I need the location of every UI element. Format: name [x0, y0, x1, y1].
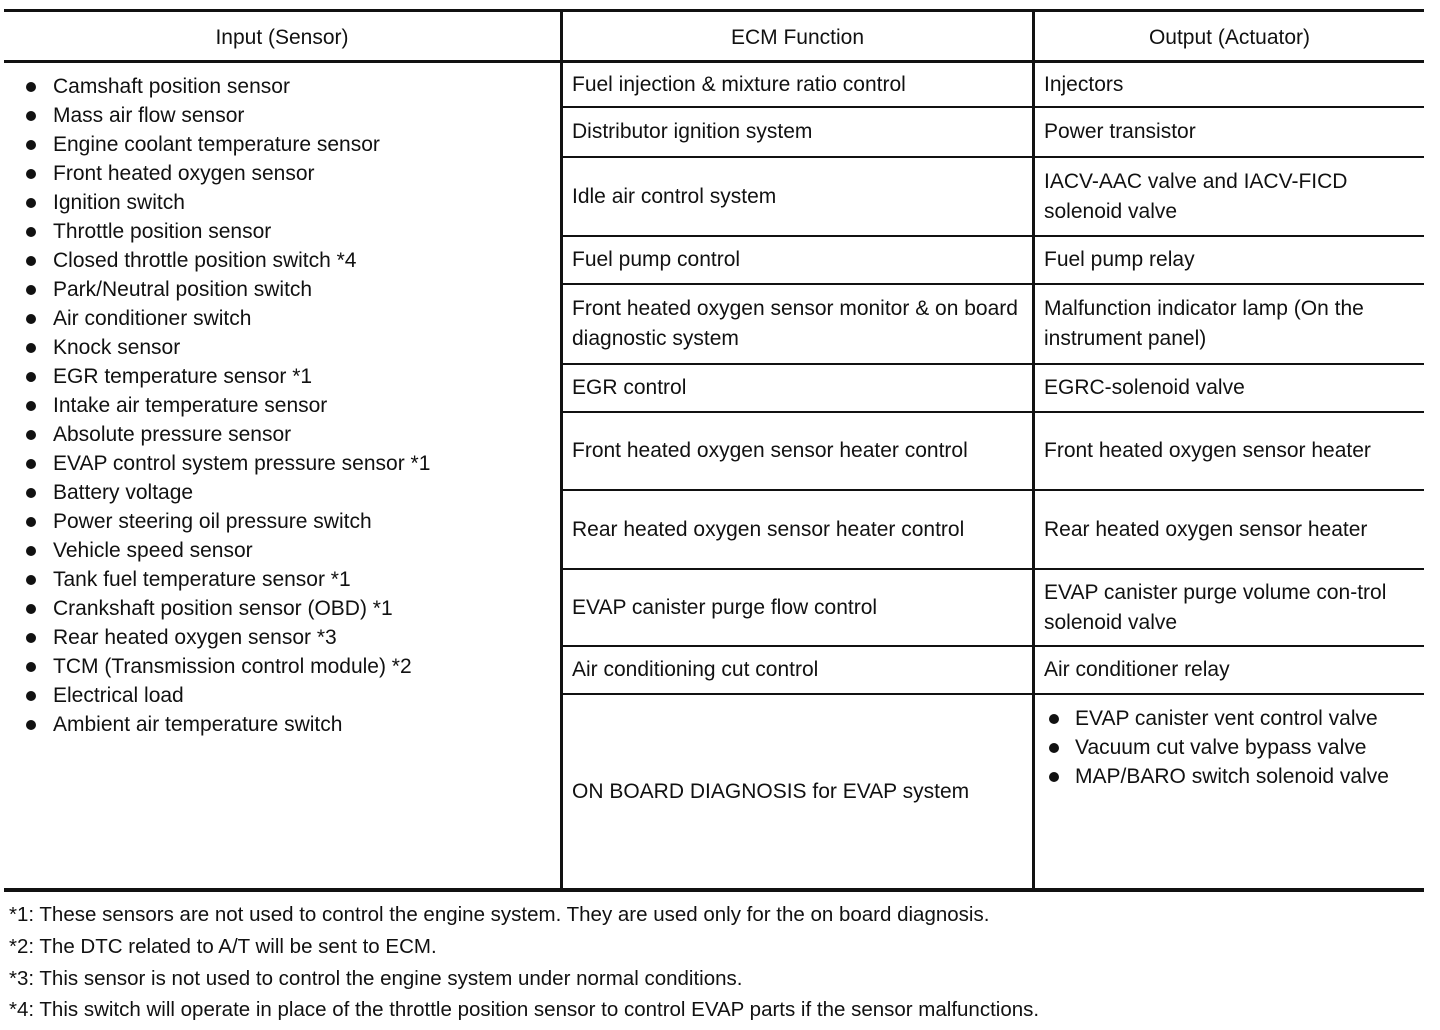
sensor-label: Vehicle speed sensor: [53, 539, 253, 562]
sensor-label: Power steering oil pressure switch: [53, 510, 372, 533]
output-cell: Malfunction indicator lamp (On the instrument panel): [1044, 297, 1364, 350]
function-cell: EVAP canister purge flow control: [572, 595, 878, 619]
list-item: [22, 217, 542, 246]
header-function: ECM Function: [730, 26, 865, 49]
function-cell: Front heated oxygen sensor heater control: [572, 439, 968, 462]
bullet-icon: [26, 198, 36, 208]
function-cell: Idle air control system: [572, 184, 777, 208]
function-cell: Fuel injection & mixture ratio control: [572, 72, 906, 96]
sensor-label: Mass air flow sensor: [53, 104, 245, 127]
function-cell: Distributor ignition system: [572, 120, 813, 143]
footnote: *2: The DTC related to A/T will be sent to ECM.: [9, 935, 437, 958]
list-item: [22, 594, 542, 623]
bullet-icon: [26, 401, 36, 411]
output-cell: Power transistor: [1044, 120, 1196, 143]
evap-output-label: MAP/BARO switch solenoid valve: [1075, 765, 1389, 788]
bullet-icon: [26, 633, 36, 643]
list-item: [1044, 762, 1424, 791]
list-item: [22, 304, 542, 333]
output-cell: EGRC-solenoid valve: [1044, 376, 1245, 399]
bullet-icon: [26, 488, 36, 498]
bullet-icon: [26, 82, 36, 92]
footnote: *3: This sensor is not used to control the engine system under normal conditions.: [9, 967, 743, 990]
sensor-label: Engine coolant temperature sensor: [53, 133, 380, 156]
table-top-border: [4, 9, 1424, 12]
sensor-label: EVAP control system pressure sensor *1: [53, 452, 431, 475]
list-item: [22, 536, 542, 565]
bullet-icon: [26, 111, 36, 121]
list-item: [22, 159, 542, 188]
evap-output-list: [1044, 704, 1424, 791]
bullet-icon: [26, 140, 36, 150]
bullet-icon: [26, 169, 36, 179]
list-item: [22, 565, 542, 594]
sensor-label: Park/Neutral position switch: [53, 278, 313, 301]
bullet-icon: [26, 343, 36, 353]
bullet-icon: [1049, 743, 1059, 753]
sensor-label: Rear heated oxygen sensor *3: [53, 626, 337, 649]
list-item: [22, 391, 542, 420]
function-cell: EGR control: [572, 376, 687, 399]
bullet-icon: [26, 720, 36, 730]
output-cell: IACV-AAC valve and IACV-FICD solenoid valve: [1044, 169, 1348, 223]
sensor-label: Tank fuel temperature sensor *1: [53, 568, 351, 591]
list-item: [22, 362, 542, 391]
sensor-label: TCM (Transmission control module) *2: [53, 655, 412, 678]
list-item: [22, 275, 542, 304]
sensor-label: Ignition switch: [53, 191, 185, 214]
sensor-label: Air conditioner switch: [53, 307, 252, 330]
sensor-label: Front heated oxygen sensor: [53, 162, 315, 185]
bullet-icon: [1049, 772, 1059, 782]
bullet-icon: [26, 546, 36, 556]
list-item: [22, 72, 542, 101]
sensor-label: Intake air temperature sensor: [53, 394, 328, 417]
list-item: [22, 681, 542, 710]
column-divider-output: [1032, 12, 1035, 888]
list-item: [22, 333, 542, 362]
list-item: [22, 710, 542, 739]
sensor-label: Electrical load: [53, 684, 184, 707]
output-cell: Injectors: [1044, 72, 1124, 96]
sensor-label: Knock sensor: [53, 336, 181, 359]
function-cell: Air conditioning cut control: [572, 658, 819, 681]
list-item: [22, 449, 542, 478]
bullet-icon: [26, 517, 36, 527]
bullet-icon: [26, 314, 36, 324]
bullet-icon: [26, 662, 36, 672]
list-item: [22, 652, 542, 681]
header-input: Input (Sensor): [215, 26, 349, 49]
table-bottom-border: [4, 888, 1424, 892]
bullet-icon: [26, 691, 36, 701]
list-item: [1044, 704, 1424, 733]
sensor-label: Camshaft position sensor: [53, 75, 290, 98]
output-cell: Fuel pump relay: [1044, 248, 1195, 271]
function-cell: Rear heated oxygen sensor heater control: [572, 517, 965, 541]
bullet-icon: [26, 459, 36, 469]
list-item: [22, 507, 542, 536]
footnote: *4: This switch will operate in place of the throttle position sensor to control EVAP parts if the sensor malfunctions.: [9, 998, 1040, 1021]
list-item: [22, 101, 542, 130]
sensor-label: Throttle position sensor: [53, 220, 272, 243]
output-cell: Front heated oxygen sensor heater: [1044, 439, 1371, 462]
function-cell: Fuel pump control: [572, 248, 741, 271]
evap-output-label: EVAP canister vent control valve: [1075, 707, 1378, 730]
bullet-icon: [26, 604, 36, 614]
list-item: [22, 130, 542, 159]
sensor-label: Ambient air temperature switch: [53, 713, 343, 736]
list-item: [22, 188, 542, 217]
evap-output-label: Vacuum cut valve bypass valve: [1075, 736, 1367, 759]
column-divider-input: [560, 12, 563, 888]
bullet-icon: [26, 256, 36, 266]
footnote: *1: These sensors are not used to control the engine system. They are used only for the on board diagnosis.: [9, 903, 990, 926]
function-cell: Front heated oxygen sensor monitor & on board diagnostic system: [572, 297, 1018, 350]
output-cell: Rear heated oxygen sensor heater: [1044, 517, 1368, 541]
bullet-icon: [26, 430, 36, 440]
bullet-icon: [26, 227, 36, 237]
output-cell: Air conditioner relay: [1044, 658, 1230, 681]
list-item: [22, 623, 542, 652]
list-item: [22, 478, 542, 507]
sensor-label: EGR temperature sensor *1: [53, 365, 313, 388]
bullet-icon: [1049, 714, 1059, 724]
sensor-label: Closed throttle position switch *4: [53, 249, 357, 272]
bullet-icon: [26, 575, 36, 585]
function-cell: ON BOARD DIAGNOSIS for EVAP system: [572, 779, 970, 803]
bullet-icon: [26, 285, 36, 295]
list-item: [22, 420, 542, 449]
bullet-icon: [26, 372, 36, 382]
list-item: [1044, 733, 1424, 762]
sensor-label: Crankshaft position sensor (OBD) *1: [53, 597, 393, 620]
list-item: [22, 246, 542, 275]
output-cell: EVAP canister purge volume con-trol solenoid valve: [1044, 580, 1387, 634]
sensor-label: Battery voltage: [53, 481, 194, 504]
sensor-label: Absolute pressure sensor: [53, 423, 292, 446]
header-output: Output (Actuator): [1148, 26, 1311, 49]
